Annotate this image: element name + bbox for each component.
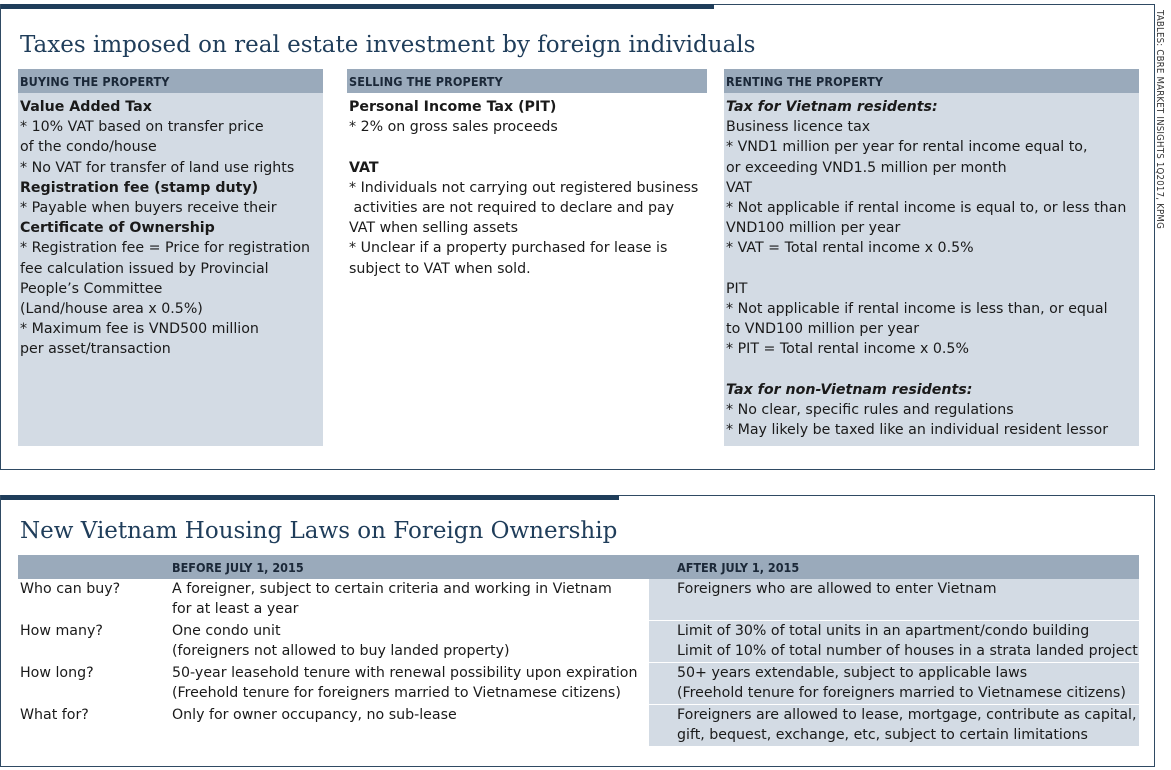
text-line: PIT	[726, 280, 748, 297]
source-credit	[1151, 10, 1169, 340]
text-line: * VAT = Total rental income x 0.5%	[726, 240, 974, 257]
text-line: activities are not required to declare and pay	[349, 199, 675, 216]
text-line: * Individuals not carrying out registered business	[349, 179, 699, 196]
text-line: * VND1 million per year for rental income equal to,	[726, 139, 1088, 156]
text-line: * 2% on gross sales proceeds	[349, 119, 558, 136]
spacer	[726, 259, 1139, 279]
text-line: * No clear, specific rules and regulations	[726, 401, 1014, 418]
before-cell: A foreigner, subject to certain criteria and working in Vietnam for at least a year	[172, 581, 612, 617]
row-label: How many?	[20, 623, 103, 639]
header-after: AFTER JULY 1, 2015	[649, 555, 1139, 579]
taxes-title: Taxes imposed on real estate investment by foreign individuals	[20, 32, 756, 58]
table-row	[18, 663, 1139, 705]
spacer	[349, 137, 707, 157]
text-line: or exceeding VND1.5 million per month	[726, 159, 1007, 176]
row-label: How long?	[20, 665, 94, 681]
text-line: People’s Committee	[20, 280, 163, 297]
text-line: Personal Income Tax (PIT)	[349, 99, 557, 115]
text-line: of the condo/house	[20, 139, 157, 156]
spacer	[726, 359, 1139, 379]
text-line: to VND100 million per year	[726, 321, 920, 338]
table-row	[18, 579, 1139, 621]
text-line: * Payable when buyers receive their	[20, 199, 277, 216]
text-line: * No VAT for transfer of land use rights	[20, 159, 295, 176]
text-line: VAT when selling assets	[349, 220, 519, 237]
after-cell: Limit of 30% of total units in an apartment/condo building Limit of 10% of total number of houses in a strata landed project	[677, 623, 1138, 659]
before-cell: Only for owner occupancy, no sub-lease	[172, 707, 457, 723]
text-line: * PIT = Total rental income x 0.5%	[726, 341, 969, 358]
text-line: * Unclear if a property purchased for lease is	[349, 240, 668, 257]
table-row	[18, 621, 1139, 663]
laws-panel	[0, 495, 1155, 767]
buying-body	[18, 93, 323, 446]
text-line: VAT	[726, 179, 753, 196]
row-label: What for?	[20, 707, 89, 723]
text-line: * May likely be taxed like an individual resident lessor	[726, 422, 1109, 438]
text-line: * Not applicable if rental income is less than, or equal	[726, 300, 1108, 317]
buying-column	[18, 69, 323, 446]
text-line: * Not applicable if rental income is equal to, or less than	[726, 199, 1127, 216]
text-line: * Maximum fee is VND500 million	[20, 321, 259, 338]
text-line: fee calculation issued by Provincial	[20, 260, 269, 277]
before-cell: 50-year leasehold tenure with renewal possibility upon expiration (Freehold tenure for foreigners married to Vietnamese citizens)	[172, 665, 638, 701]
text-line: * 10% VAT based on transfer price	[20, 119, 264, 136]
text-line: (Land/house area x 0.5%)	[20, 300, 203, 317]
text-line: Registration fee (stamp duty)	[20, 179, 259, 196]
source-credit-text: TABLES: CBRE MARKET INSIGHTS 1Q2017, KPMG	[1154, 10, 1165, 229]
renting-heading: RENTING THE PROPERTY	[724, 69, 1139, 93]
header-before: BEFORE JULY 1, 2015	[144, 555, 649, 579]
selling-column	[347, 69, 707, 279]
text-line: Certificate of Ownership	[20, 220, 215, 237]
text-line: VAT	[349, 159, 379, 176]
text-line: per asset/transaction	[20, 341, 171, 358]
text-line: subject to VAT when sold.	[349, 260, 531, 277]
taxes-panel	[0, 4, 1155, 470]
row-label: Who can buy?	[20, 581, 121, 597]
laws-table	[18, 555, 1139, 747]
table-row	[18, 705, 1139, 747]
text-line: Value Added Tax	[20, 99, 152, 115]
renting-column	[724, 69, 1139, 446]
text-line: Business licence tax	[726, 119, 871, 136]
panel-accent-bar	[1, 495, 619, 500]
selling-body	[347, 93, 707, 279]
text-line: Tax for non-Vietnam residents:	[726, 381, 973, 398]
text-line: Tax for Vietnam residents:	[726, 99, 938, 115]
header-blank	[18, 555, 144, 579]
after-cell: Foreigners who are allowed to enter Vietnam	[677, 581, 997, 597]
before-cell: One condo unit (foreigners not allowed to buy landed property)	[172, 623, 510, 659]
renting-body	[724, 93, 1139, 446]
laws-title: New Vietnam Housing Laws on Foreign Ownership	[20, 518, 618, 544]
text-line: VND100 million per year	[726, 220, 901, 237]
selling-heading: SELLING THE PROPERTY	[347, 69, 707, 93]
text-line: * Registration fee = Price for registration	[20, 240, 311, 257]
buying-heading: BUYING THE PROPERTY	[18, 69, 323, 93]
panel-accent-bar	[1, 4, 714, 9]
after-cell: Foreigners are allowed to lease, mortgage, contribute as capital, gift, bequest, exchange, etc, subject to certain limitations	[677, 707, 1137, 743]
after-cell: 50+ years extendable, subject to applicable laws (Freehold tenure for foreigners married to Vietnamese citizens)	[677, 665, 1126, 701]
